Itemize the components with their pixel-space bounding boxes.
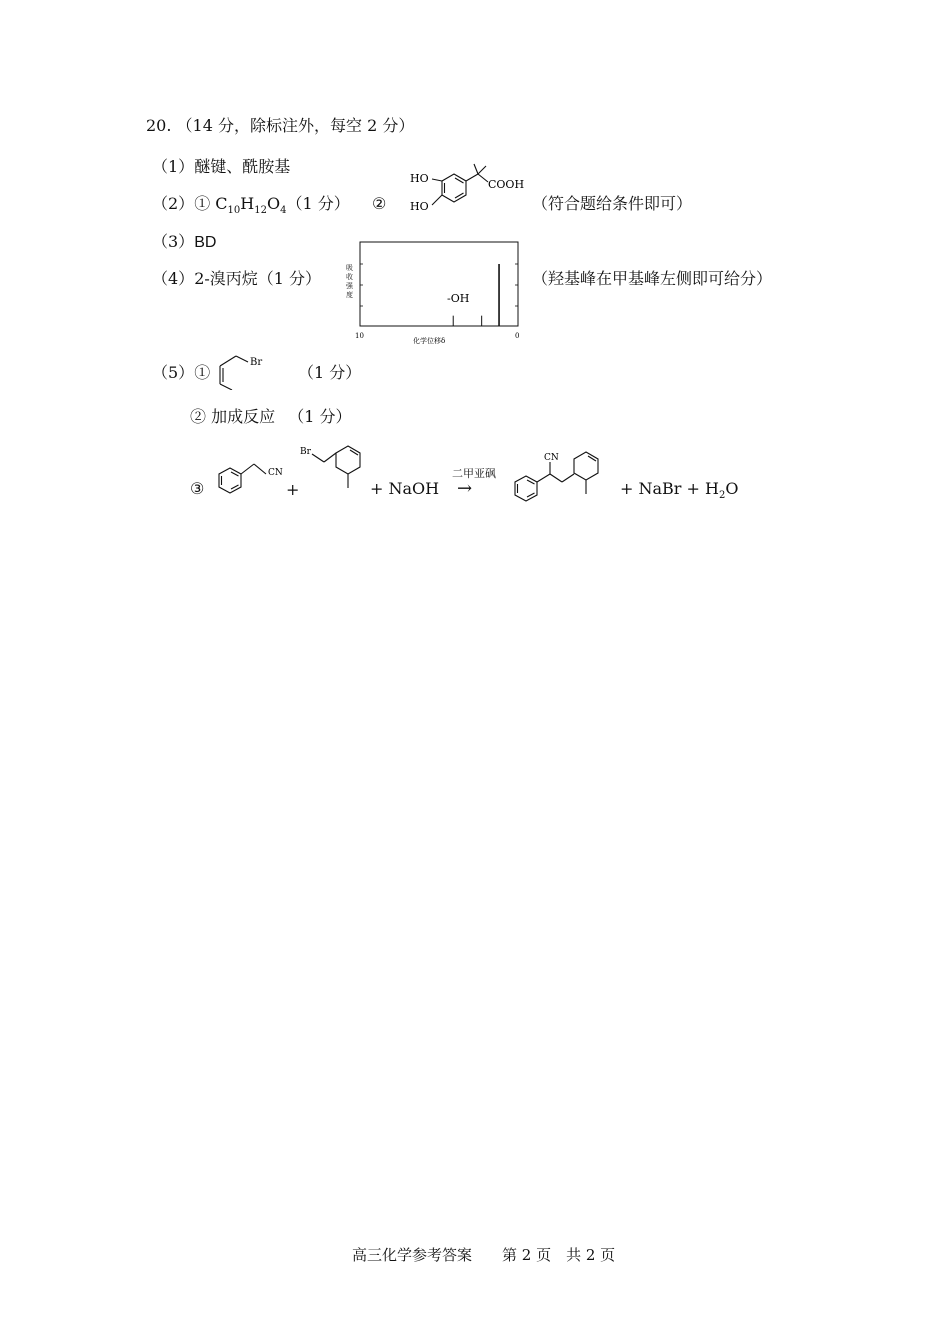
x-tick-left: 10	[355, 332, 364, 340]
plus-sign: +	[286, 480, 300, 499]
q5-part1-mark: ①	[194, 363, 211, 382]
cn-label: CN	[268, 468, 283, 478]
catechol-acid-structure	[408, 162, 538, 218]
q4-answer: 2-溴丙烷（1 分）	[194, 269, 322, 288]
product-nitrile-icon	[508, 444, 620, 510]
q4-note: （羟基峰在甲基峰左侧即可给分）	[532, 269, 773, 288]
q5-row	[152, 363, 210, 383]
q3-row	[152, 232, 216, 253]
product-cn-label: CN	[544, 453, 559, 463]
q3-answer: BD	[194, 234, 217, 251]
q5-part2-row	[190, 407, 352, 427]
reaction-condition: 二甲亚砜	[452, 467, 496, 480]
butenyl-bromide-icon	[210, 350, 270, 390]
q5-part2-score: （1 分）	[288, 407, 352, 426]
q2-formula: $C_{10}H_{12}O_4$	[215, 194, 287, 217]
ho-bottom-label: HO	[410, 200, 429, 213]
byproducts: + NaBr + $H_2O$	[620, 479, 739, 502]
nmr-chart	[340, 236, 530, 346]
q4-label: （4）	[152, 269, 195, 288]
q3-label: （3）	[152, 232, 195, 251]
nmr-spectrum	[340, 236, 530, 346]
allyl-bromide-structure	[210, 350, 270, 390]
bromo-cyclohexene-structure	[296, 440, 376, 500]
q2-part1-score: （1 分）	[286, 194, 350, 213]
q2-structure	[408, 162, 538, 218]
naoh-text: + NaOH	[370, 479, 440, 498]
phenylacetonitrile-structure	[210, 452, 290, 502]
cooh-label: COOH	[488, 178, 525, 191]
question-title: 20. （14 分，除标注外，每空 2 分）	[146, 116, 415, 135]
q5-part2-mark: ②	[190, 407, 207, 426]
q2-part2-mark: ②	[372, 194, 387, 213]
y-ticks	[360, 264, 518, 306]
oh-peak-label: -OH	[447, 292, 470, 305]
page-footer: 高三化学参考答案 第 2 页 共 2 页	[352, 1246, 616, 1264]
bromomethyl-methylcyclohexene-icon	[296, 440, 376, 500]
plot-frame	[360, 242, 518, 326]
x-axis-label: 化学位移δ	[413, 337, 446, 345]
q5-part3-mark: ③	[190, 479, 205, 498]
br-label: Br	[250, 357, 263, 368]
benzyl-nitrile-icon	[210, 452, 290, 502]
q1-label: （1）	[152, 157, 195, 176]
reaction-arrow: →	[457, 478, 473, 499]
ho-top-label: HO	[410, 172, 429, 185]
q1-row	[152, 157, 290, 177]
q5-part1-score: （1 分）	[298, 363, 362, 382]
q2-row	[152, 194, 350, 221]
q5-label: （5）	[152, 363, 195, 382]
product-structure	[508, 444, 620, 510]
x-tick-right: 0	[515, 332, 520, 340]
q1-answer: 醚键、酰胺基	[194, 157, 291, 176]
q2-part1-mark: ①	[194, 194, 211, 213]
q4-row	[152, 269, 321, 289]
q2-label: （2）	[152, 194, 195, 213]
q2-note: （符合题给条件即可）	[532, 194, 693, 213]
br-label-2: Br	[300, 447, 311, 457]
q5-part2-answer: 加成反应	[211, 407, 276, 426]
y-axis-label: 吸收强度	[346, 264, 353, 299]
